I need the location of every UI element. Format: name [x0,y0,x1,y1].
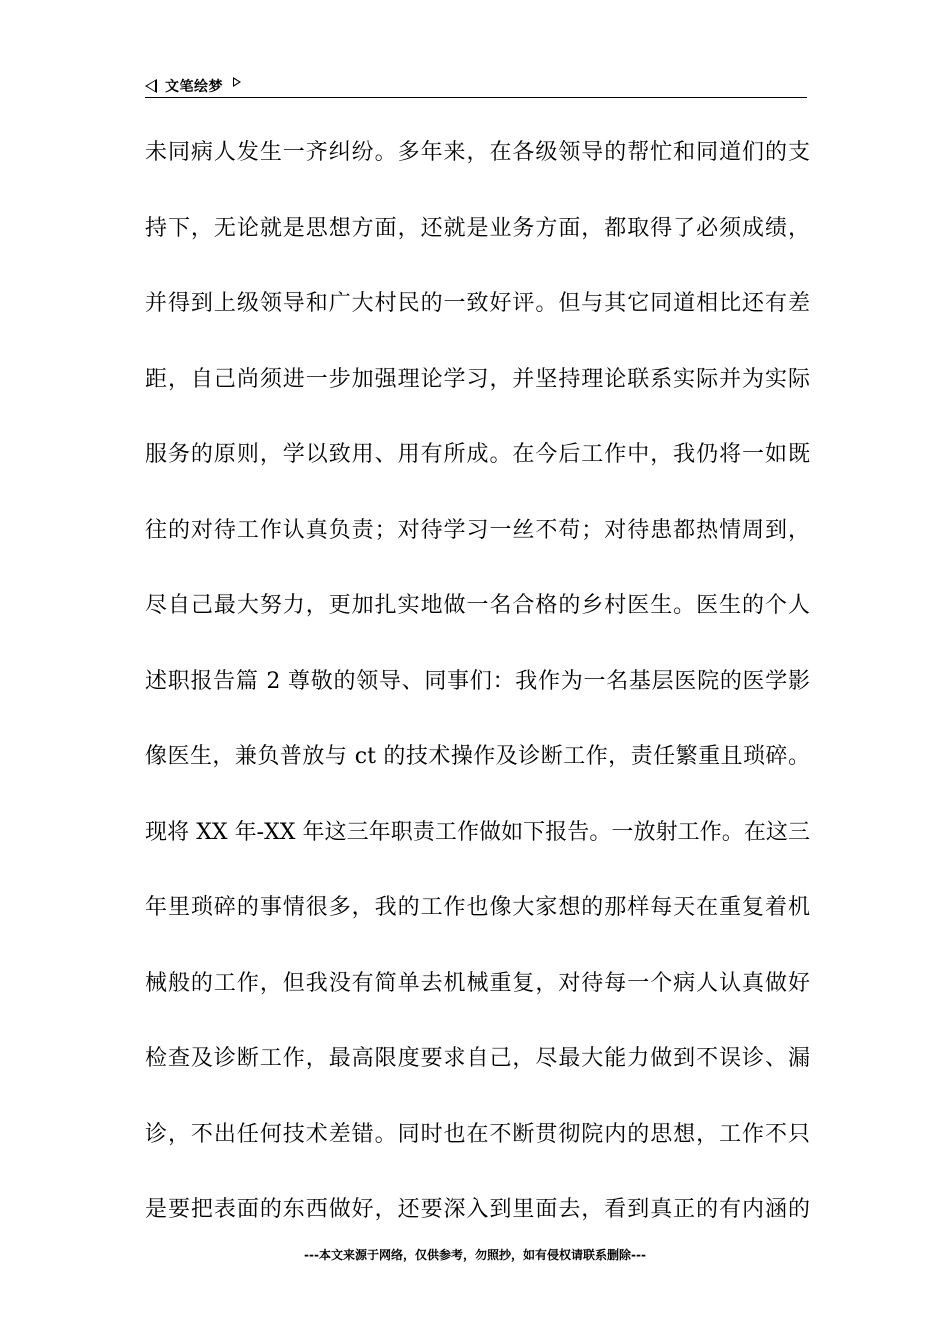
body-line: 是要把表面的东西做好，还要深入到里面去，看到真正的有内涵的 [145,1197,810,1222]
body-line: 服务的原则，学以致用、用有所成。在今后工作中，我仍将一如既 [145,442,810,467]
triangle-right-icon [233,77,241,87]
body-line: 尽自己最大努力，更加扎实地做一名合格的乡村医生。医生的个人 [145,593,810,618]
body-line: 持下，无论就是思想方面，还就是业务方面，都取得了必须成绩， [145,215,810,241]
header-brand: 文笔绘梦 [165,79,223,95]
body-line: 未同病人发生一齐纠纷。多年来，在各级领导的帮忙和同道们的支 [145,140,810,165]
body-line: 诊，不出任何技术差错。同时也在不断贯彻院内的思想，工作不只 [145,1121,810,1147]
body-line: 述职报告篇 2 尊敬的领导、同事们：我作为一名基层医院的医学影 [145,668,810,694]
footer-disclaimer: ---本文来源于网络，仅供参考，勿照抄，如有侵权请联系删除--- [304,1248,646,1262]
header-divider [145,97,807,98]
body-line: 械般的工作，但我没有简单去机械重复，对待每一个病人认真做好 [145,970,810,996]
page-header [145,74,807,98]
body-line: 检查及诊断工作，最高限度要求自己，尽最大能力做到不误诊、漏 [145,1046,810,1071]
body-line: 并得到上级领导和广大村民的一致好评。但与其它同道相比还有差 [145,291,810,316]
body-line: 往的对待工作认真负责；对待学习一丝不苟；对待患都热情周到， [145,517,810,543]
body-line: 距，自己尚须进一步加强理论学习，并坚持理论联系实际并为实际 [145,366,810,392]
document-body [145,130,810,1263]
triangle-left-icon [145,79,157,93]
body-line: 现将 XX 年-XX 年这三年职责工作做如下报告。一放射工作。在这三 [145,819,810,845]
body-line: 像医生，兼负普放与 ct 的技术操作及诊断工作，责任繁重且琐碎。 [145,744,810,769]
body-line: 年里琐碎的事情很多，我的工作也像大家想的那样每天在重复着机 [145,895,810,920]
